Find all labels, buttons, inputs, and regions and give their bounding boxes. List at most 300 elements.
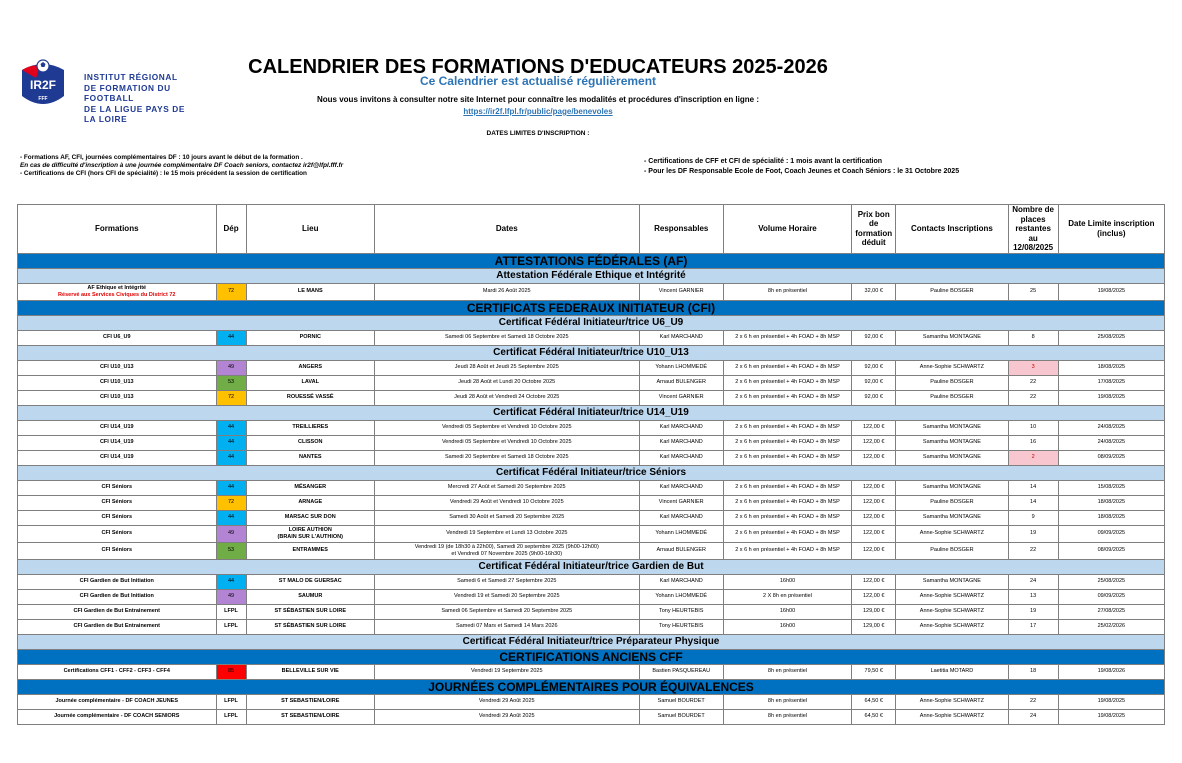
cell-contact-text: Anne-Sophie SCHWARTZ — [919, 713, 984, 720]
cell-lieu — [246, 330, 374, 345]
cell-lieu — [246, 283, 374, 300]
cell-lieu-text: ROUESSÉ VASSÉ — [286, 394, 334, 401]
cell-places — [1008, 619, 1058, 634]
cell-dep-text: 44 — [227, 439, 235, 446]
cell-dep — [216, 542, 246, 559]
cell-contact-text: Pauline BOSGER — [930, 288, 974, 295]
cell-resp — [639, 542, 723, 559]
subsection-title: Certificat Fédéral Initiateur/trice Gardien de But — [18, 559, 1165, 574]
cell-resp-text: Karl MARCHAND — [659, 484, 703, 491]
cell-lieu — [246, 360, 374, 375]
cell-places — [1008, 694, 1058, 709]
subsection-title: Certificat Fédéral Initiateur/trice U10_U13 — [18, 345, 1165, 360]
cell-f — [18, 709, 217, 724]
cell-f-text: CFI Gardien de But Entrainement — [73, 608, 160, 615]
cell-dates — [374, 450, 639, 465]
col-header: Volume Horaire — [723, 205, 851, 254]
cell-prix-text: 64,50 € — [864, 713, 883, 720]
cell-limite-text: 09/09/2025 — [1097, 593, 1126, 600]
cell-resp-text: Yohann LHOMMEDÉ — [655, 364, 708, 371]
cell-prix — [852, 664, 896, 679]
cell-f — [18, 450, 217, 465]
cell-places — [1008, 283, 1058, 300]
cell-prix-text: 64,50 € — [864, 698, 883, 705]
cell-dep-text: 72 — [227, 394, 235, 401]
cell-limite — [1058, 360, 1164, 375]
cell-f — [18, 510, 217, 525]
note-right-2: - Pour les DF Responsable Ecole de Foot, Coach Jeunes et Coach Séniors : le 31 Octobre 2025 — [644, 168, 960, 175]
cell-lieu-text: ST SEBASTIEN/LOIRE — [281, 698, 340, 705]
cell-prix — [852, 542, 896, 559]
cell-lieu — [246, 510, 374, 525]
cell-prix-text: 122,00 € — [863, 484, 885, 491]
cell-vol-text: 2 x 6 h en présentiel + 4h FOAD + 8h MSP — [735, 424, 840, 431]
cell-f — [18, 360, 217, 375]
cell-vol-text: 2 x 6 h en présentiel + 4h FOAD + 8h MSP — [735, 394, 840, 401]
cell-lieu — [246, 589, 374, 604]
cell-contact-text: Pauline BOSGER — [930, 499, 974, 506]
cell-contact-text: Anne-Sophie SCHWARTZ — [919, 698, 984, 705]
col-header: Date Limite inscription (inclus) — [1058, 205, 1164, 254]
cell-dep-text: 85 — [227, 668, 235, 675]
cell-f — [18, 574, 217, 589]
cell-dates — [374, 375, 639, 390]
deadlines-title: DATES LIMITES D'INSCRIPTION : — [486, 130, 590, 137]
cell-f-text: CFI Séniors — [101, 484, 133, 491]
note-left-3: - Certifications de CFI (hors CFI de spécialité) : le 15 mois précédent la session de certification — [20, 170, 307, 177]
cell-dates-text: Samedi 30 Août et Samedi 20 Septembre 2025 — [449, 514, 565, 521]
cell-dates — [374, 604, 639, 619]
cell-contact — [896, 435, 1008, 450]
table-row — [18, 375, 1165, 390]
subsection-header-row — [18, 405, 1165, 420]
cell-vol — [723, 510, 851, 525]
cell-dep — [216, 360, 246, 375]
cell-places-text: 18 — [1030, 668, 1037, 675]
cell-dep — [216, 694, 246, 709]
cell-places-text: 16 — [1030, 439, 1037, 446]
cell-contact-text: Anne-Sophie SCHWARTZ — [919, 623, 984, 630]
cell-limite-text: 08/09/2025 — [1097, 547, 1126, 554]
cell-limite-text: 24/08/2025 — [1097, 424, 1126, 431]
cell-vol — [723, 664, 851, 679]
cell-dates — [374, 330, 639, 345]
cell-resp-text: Vincent GARNIER — [658, 499, 704, 506]
cell-dates — [374, 619, 639, 634]
cell-dates — [374, 542, 639, 559]
cell-limite — [1058, 495, 1164, 510]
cell-vol-text: 8h en présentiel — [767, 288, 808, 295]
cell-places-text: 25 — [1030, 288, 1037, 295]
section-title: ATTESTATIONS FÉDÉRALES (AF) — [18, 253, 1165, 268]
cell-limite — [1058, 330, 1164, 345]
cell-dep-text: 44 — [227, 484, 235, 491]
cell-dates — [374, 589, 639, 604]
cell-dep-text: 49 — [227, 593, 235, 600]
cell-limite — [1058, 709, 1164, 724]
table-row — [18, 360, 1165, 375]
cell-lieu-text: LAVAL — [301, 379, 320, 386]
cell-places — [1008, 542, 1058, 559]
cell-dep-text: 72 — [227, 288, 235, 295]
cell-contact-text: Pauline BOSGER — [930, 379, 974, 386]
cell-resp — [639, 525, 723, 542]
cell-vol — [723, 709, 851, 724]
cell-dep-text: 49 — [227, 364, 235, 371]
cell-contact — [896, 375, 1008, 390]
table-row — [18, 542, 1165, 559]
cell-resp — [639, 619, 723, 634]
cell-dates-text: Mercredi 27 Août et Samedi 20 Septembre 2025 — [447, 484, 566, 491]
cell-places-text: 3 — [1031, 364, 1035, 371]
cell-places — [1008, 510, 1058, 525]
cell-resp — [639, 694, 723, 709]
cell-dates-text: Vendredi 19 (de 18h30 à 22h00), Samedi 20 septembre 2025 (9h00-12h00) — [414, 544, 599, 550]
cell-limite-text: 18/08/2025 — [1097, 514, 1126, 521]
cell-vol-text: 2 x 6 h en présentiel + 4h FOAD + 8h MSP — [735, 379, 840, 386]
cell-prix-text: 92,00 € — [864, 379, 883, 386]
cell-f — [18, 542, 217, 559]
cell-f-text: CFI U14_U19 — [99, 439, 134, 446]
cell-lieu-text: ARNAGE — [298, 499, 323, 506]
col-header: Dates — [374, 205, 639, 254]
table-body — [18, 253, 1165, 724]
cell-vol-text: 8h en présentiel — [767, 698, 808, 705]
cell-limite-text: 24/08/2025 — [1097, 439, 1126, 446]
cell-lieu-text: NANTES — [298, 454, 322, 461]
cell-lieu — [246, 604, 374, 619]
cell-contact — [896, 664, 1008, 679]
cell-vol — [723, 542, 851, 559]
cell-f — [18, 694, 217, 709]
cell-prix-text: 122,00 € — [863, 578, 885, 585]
cell-resp-text: Tony HEURTEBIS — [658, 608, 704, 615]
cell-places — [1008, 420, 1058, 435]
subsection-header-row — [18, 315, 1165, 330]
cell-f-text: AF Ethique et Intégrité — [87, 285, 147, 291]
table-row — [18, 435, 1165, 450]
cell-prix-text: 129,00 € — [863, 608, 885, 615]
cell-resp-text: Bastien PASQUEREAU — [652, 668, 711, 675]
section-title: CERTIFICATIONS ANCIENS CFF — [18, 649, 1165, 664]
cell-prix — [852, 589, 896, 604]
cell-lieu-text: LOIRE AUTHION — [288, 527, 332, 533]
cell-dates — [374, 435, 639, 450]
cell-limite — [1058, 604, 1164, 619]
cell-limite-text: 25/02/2026 — [1097, 623, 1126, 630]
cell-resp — [639, 480, 723, 495]
cell-limite — [1058, 435, 1164, 450]
cell-places-text: 22 — [1030, 394, 1037, 401]
cell-contact-text: Anne-Sophie SCHWARTZ — [919, 530, 984, 537]
table-row — [18, 420, 1165, 435]
cell-limite — [1058, 542, 1164, 559]
cell-vol-text: 2 x 6 h en présentiel + 4h FOAD + 8h MSP — [735, 334, 840, 341]
cell-prix-text: 122,00 € — [863, 499, 885, 506]
cell-dep — [216, 330, 246, 345]
cell-places — [1008, 390, 1058, 405]
cell-vol — [723, 375, 851, 390]
cell-vol — [723, 694, 851, 709]
cell-vol-text: 16h00 — [779, 578, 796, 585]
cell-f-text: CFI Séniors — [101, 514, 133, 521]
cell-f — [18, 375, 217, 390]
cell-places — [1008, 525, 1058, 542]
cell-resp-text: Tony HEURTEBIS — [658, 623, 704, 630]
cell-limite — [1058, 420, 1164, 435]
cell-dates — [374, 495, 639, 510]
subsection-title: Attestation Fédérale Ethique et Intégrité — [18, 268, 1165, 283]
cell-limite-text: 19/08/2025 — [1097, 713, 1126, 720]
cell-contact — [896, 709, 1008, 724]
cell-dep-text: LFPL — [224, 698, 238, 705]
cell-prix — [852, 283, 896, 300]
cell-dates-text: Mardi 26 Août 2025 — [482, 288, 531, 295]
cell-lieu — [246, 542, 374, 559]
cell-dep-text: LFPL — [224, 713, 238, 720]
cell-limite — [1058, 694, 1164, 709]
cell-limite-text: 19/08/2026 — [1097, 668, 1126, 675]
cell-lieu — [246, 525, 374, 542]
cell-contact-text: Samantha MONTAGNE — [922, 424, 981, 431]
cell-dates-text: Samedi 20 Septembre et Samedi 18 Octobre 2025 — [445, 454, 569, 461]
cell-contact — [896, 525, 1008, 542]
cell-resp — [639, 330, 723, 345]
cell-dep — [216, 375, 246, 390]
subsection-title: Certificat Fédéral Initiateur/trice Séniors — [18, 465, 1165, 480]
cell-f-text: CFI Séniors — [101, 530, 133, 537]
cell-dep-text: 44 — [227, 514, 235, 521]
cell-prix-text: 92,00 € — [864, 394, 883, 401]
cell-limite — [1058, 480, 1164, 495]
cell-places-text: 8 — [1031, 334, 1035, 341]
subsection-header-row — [18, 559, 1165, 574]
table-header-row — [18, 205, 1165, 254]
cell-dep — [216, 283, 246, 300]
cell-places — [1008, 450, 1058, 465]
cell-lieu — [246, 495, 374, 510]
cell-resp — [639, 435, 723, 450]
cell-f-text: CFI Gardien de But Initiation — [79, 593, 154, 600]
cell-prix-text: 122,00 € — [863, 439, 885, 446]
cell-limite — [1058, 450, 1164, 465]
cell-dates-text: Jeudi 28 Août et Vendredi 24 Octobre 2025 — [454, 394, 560, 401]
table-row — [18, 510, 1165, 525]
cell-dates — [374, 574, 639, 589]
cell-vol — [723, 574, 851, 589]
cell-contact-text: Laetitia MOTARD — [930, 668, 974, 675]
cell-limite-text: 25/08/2025 — [1097, 334, 1126, 341]
cell-lieu — [246, 390, 374, 405]
table-row — [18, 525, 1165, 542]
subsection-title: Certificat Fédéral Initiateur/trice U14_U19 — [18, 405, 1165, 420]
cell-lieu — [246, 450, 374, 465]
cell-lieu-text: ANGERS — [298, 364, 323, 371]
cell-lieu-text: LE MANS — [297, 288, 323, 295]
note-left-2: En cas de difficulté d'inscription à une journée complémentaire DF Coach seniors, contactez ir2f@lfpl.fff.fr — [20, 162, 344, 169]
cell-dates-text: Samedi 06 Septembre et Samedi 20 Septembre 2025 — [441, 608, 573, 615]
cell-limite — [1058, 283, 1164, 300]
cell-f — [18, 480, 217, 495]
cell-contact-text: Pauline BOSGER — [930, 547, 974, 554]
cell-resp-text: Karl MARCHAND — [659, 439, 703, 446]
cell-dates-text: Samedi 06 Septembre et Samedi 18 Octobre 2025 — [445, 334, 569, 341]
cell-f-text: CFI Gardien de But Initiation — [79, 578, 154, 585]
cell-contact-text: Samantha MONTAGNE — [922, 484, 981, 491]
cell-f — [18, 420, 217, 435]
cell-places — [1008, 604, 1058, 619]
cell-contact — [896, 360, 1008, 375]
cell-f-text: CFI U10_U13 — [99, 394, 134, 401]
cell-vol-text: 2 x 6 h en présentiel + 4h FOAD + 8h MSP — [735, 454, 840, 461]
cell-prix-text: 122,00 € — [863, 593, 885, 600]
cell-resp — [639, 375, 723, 390]
cell-limite — [1058, 390, 1164, 405]
cell-resp-text: Yohann LHOMMEDÉ — [655, 593, 708, 600]
cell-f — [18, 619, 217, 634]
cell-contact-text: Samantha MONTAGNE — [922, 334, 981, 341]
cell-places-text: 2 — [1031, 454, 1035, 461]
cell-dep — [216, 525, 246, 542]
cell-dep — [216, 420, 246, 435]
cell-vol — [723, 435, 851, 450]
cell-lieu — [246, 420, 374, 435]
cell-resp — [639, 574, 723, 589]
cell-vol — [723, 420, 851, 435]
cell-limite — [1058, 525, 1164, 542]
cell-dates2-text: et Vendredi 07 Novembre 2025 (9h00-16h30) — [451, 550, 563, 557]
cell-resp — [639, 283, 723, 300]
cell-prix — [852, 375, 896, 390]
cell-places-text: 10 — [1030, 424, 1037, 431]
cell-vol-text: 2 x 6 h en présentiel + 4h FOAD + 8h MSP — [735, 530, 840, 537]
cell-f-text: Journée complémentaire - DF COACH JEUNES — [55, 698, 179, 705]
cell-prix — [852, 574, 896, 589]
cell-resp-text: Karl MARCHAND — [659, 424, 703, 431]
table-row — [18, 589, 1165, 604]
cell-resp — [639, 589, 723, 604]
cell-limite-text: 18/08/2025 — [1097, 364, 1126, 371]
cell-f — [18, 283, 217, 300]
cell-prix — [852, 495, 896, 510]
cell-dates — [374, 664, 639, 679]
cell-f — [18, 435, 217, 450]
cell-lieu — [246, 709, 374, 724]
cell-places-text: 24 — [1030, 713, 1037, 720]
cell-lieu-text: SAUMUR — [298, 593, 323, 600]
cell-vol — [723, 480, 851, 495]
cell-limite-text: 18/08/2025 — [1097, 499, 1126, 506]
cell-dates-text: Vendredi 29 Août et Vendredi 10 Octobre 2025 — [449, 499, 564, 506]
section-header-row — [18, 253, 1165, 268]
cell-contact — [896, 510, 1008, 525]
cell-places-text: 14 — [1030, 484, 1037, 491]
cell-prix-text: 79,50 € — [864, 668, 883, 675]
cell-prix — [852, 360, 896, 375]
svg-text:IR2F: IR2F — [29, 78, 57, 92]
cell-places — [1008, 435, 1058, 450]
notes-right — [644, 157, 959, 177]
cell-dates — [374, 480, 639, 495]
cell-f-text: Journée complémentaire - DF COACH SENIORS — [54, 713, 180, 720]
subsection-header-row — [18, 268, 1165, 283]
table-row — [18, 480, 1165, 495]
cell-places-text: 22 — [1030, 698, 1037, 705]
cell-contact-text: Pauline BOSGER — [930, 394, 974, 401]
cell-lieu-text: ENTRAMMES — [292, 547, 328, 554]
note-right-1: - Certifications de CFF et CFI de spécialité : 1 mois avant la certification — [644, 158, 883, 165]
cell-prix — [852, 694, 896, 709]
cell-prix-text: 122,00 € — [863, 547, 885, 554]
cell-vol-text: 2 X 8h en présentiel — [763, 593, 812, 600]
cell-contact — [896, 589, 1008, 604]
invite-text: Nous vous invitons à consulter notre site Internet pour connaître les modalités et procédures d'inscription en ligne : — [317, 95, 759, 104]
cell-places — [1008, 709, 1058, 724]
cell-vol-text: 2 x 6 h en présentiel + 4h FOAD + 8h MSP — [735, 514, 840, 521]
cell-prix — [852, 330, 896, 345]
cell-prix — [852, 604, 896, 619]
cell-contact — [896, 604, 1008, 619]
cell-dep — [216, 435, 246, 450]
table-row — [18, 450, 1165, 465]
registration-link[interactable]: https://ir2f.lfpl.fr/public/page/benevoles — [463, 107, 613, 116]
cell-dates-text: Vendredi 19 Septembre 2025 — [470, 668, 543, 675]
cell-vol — [723, 589, 851, 604]
table-row — [18, 619, 1165, 634]
cell-resp-text: Vincent GARNIER — [658, 288, 704, 295]
cell-lieu-text: ST SÉBASTIEN SUR LOIRE — [274, 623, 347, 630]
cell-prix-text: 129,00 € — [863, 623, 885, 630]
cell-dates-text: Vendredi 29 Août 2025 — [478, 698, 535, 705]
cell-resp — [639, 450, 723, 465]
cell-vol — [723, 604, 851, 619]
cell-contact — [896, 480, 1008, 495]
table-row — [18, 330, 1165, 345]
table-row — [18, 604, 1165, 619]
cell-limite — [1058, 375, 1164, 390]
cell-resp-text: Samuel BOURDET — [657, 713, 705, 720]
notes-left — [20, 154, 343, 178]
cell-lieu-text: PORNIC — [299, 334, 321, 341]
cell-f — [18, 495, 217, 510]
cell-prix-text: 122,00 € — [863, 514, 885, 521]
cell-dep — [216, 390, 246, 405]
cell-resp-text: Karl MARCHAND — [659, 578, 703, 585]
cell-prix — [852, 709, 896, 724]
cell-places-text: 22 — [1030, 547, 1037, 554]
cell-dates-text: Jeudi 28 Août et Jeudi 25 Septembre 2025 — [454, 364, 559, 371]
cell-vol-text: 2 x 6 h en présentiel + 4h FOAD + 8h MSP — [735, 484, 840, 491]
cell-f-text: CFI U10_U13 — [99, 379, 134, 386]
cell-contact-text: Anne-Sophie SCHWARTZ — [919, 608, 984, 615]
cell-vol-text: 16h00 — [779, 623, 796, 630]
cell-note-text: Réservé aux Services Civiques du District 72 — [58, 291, 176, 298]
cell-dep-text: 44 — [227, 424, 235, 431]
section-title: JOURNÉES COMPLÉMENTAIRES POUR ÉQUIVALENCES — [18, 679, 1165, 694]
cell-contact-text: Samantha MONTAGNE — [922, 439, 981, 446]
cell-f-text: CFI Gardien de But Entrainement — [73, 623, 160, 630]
cell-limite — [1058, 619, 1164, 634]
cell-dates-text: Vendredi 19 Septembre et Lundi 13 Octobre 2025 — [446, 530, 568, 537]
cell-dep — [216, 664, 246, 679]
cell-dates-text: Vendredi 05 Septembre et Vendredi 10 Octobre 2025 — [441, 439, 572, 446]
cell-f-text: Certifications CFF1 - CFF2 - CFF3 - CFF4 — [63, 668, 170, 675]
cell-dep — [216, 619, 246, 634]
cell-resp-text: Yohann LHOMMEDÉ — [655, 530, 708, 537]
cell-vol — [723, 390, 851, 405]
cell-places-text: 19 — [1030, 530, 1037, 537]
cell-vol — [723, 450, 851, 465]
